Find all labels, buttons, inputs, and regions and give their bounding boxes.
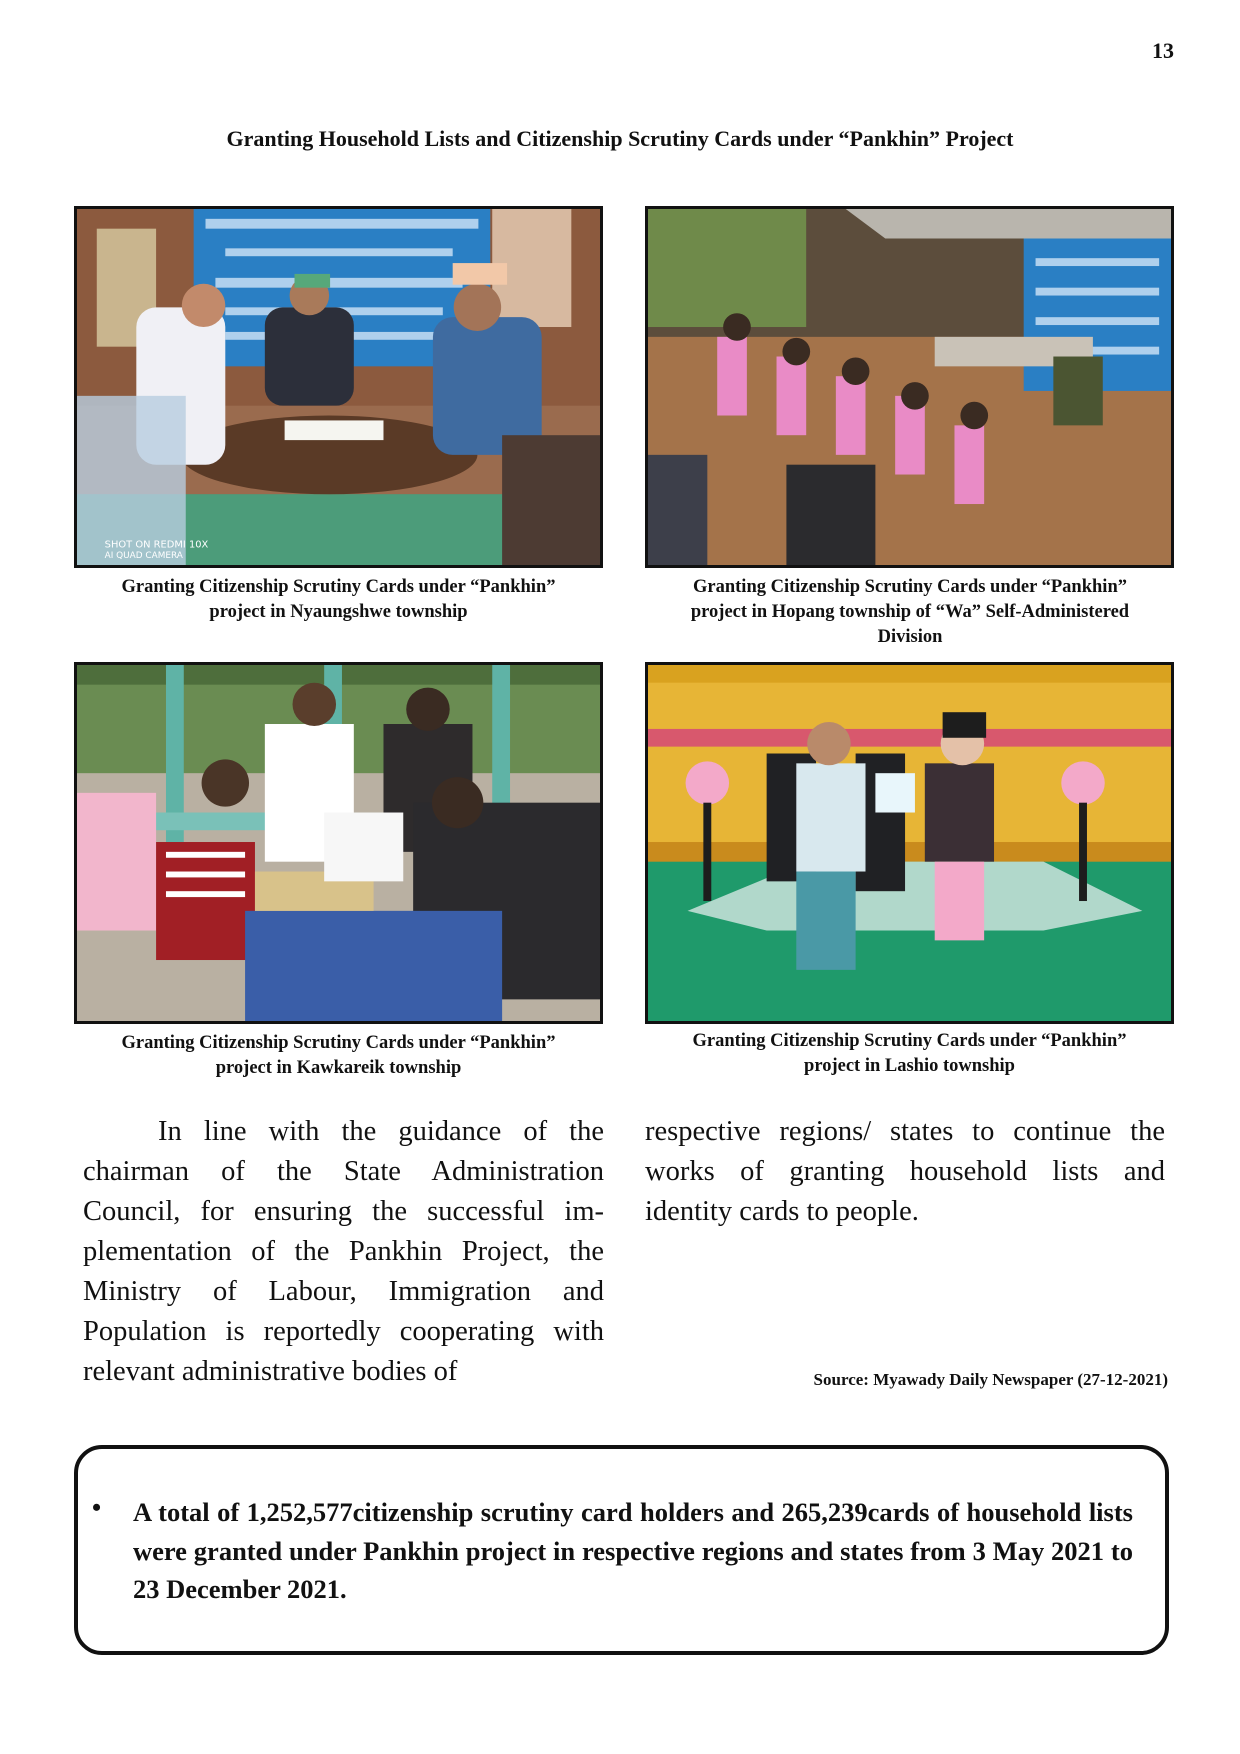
caption-lashio <box>645 1029 1174 1079</box>
page-number: 13 <box>1152 38 1174 63</box>
photo-lashio <box>645 662 1174 1024</box>
caption-hopang <box>640 575 1180 650</box>
summary-text: A total of 1,252,577citizenship scrutiny card holders and 265,239cards of household lists were granted under Pankhin project in respective regions and states from 3 May 2021 to 23 December 2021. <box>133 1497 1133 1604</box>
page-title: Granting Household Lists and Citizenship Scrutiny Cards under “Pankhin” Project <box>226 126 1014 151</box>
photo-kawkareik <box>74 662 603 1024</box>
caption-line: project in Hopang township of “Wa” Self-Administered <box>690 602 1130 622</box>
article-column-2: respective regions/ states to continue the works of granting household lists and identity cards to people. <box>645 1116 1165 1227</box>
caption-line: project in Kawkareik township <box>215 1058 462 1078</box>
article-column-1: In line with the guidance of the chairman of the State Administration Council, for ensuring the successful implementation of the Pankhin Project, the Ministry of Labour, Immigration and Population is reportedly cooperating with relevant administrative bodies of <box>83 1116 604 1387</box>
photo-hopang <box>645 206 1174 568</box>
caption-line: Granting Citizenship Scrutiny Cards under “Pankhin” <box>121 577 556 597</box>
summary-box <box>74 1445 1169 1655</box>
caption-line: Granting Citizenship Scrutiny Cards under “Pankhin” <box>692 1031 1127 1051</box>
watermark-text: AI QUAD CAMERA <box>104 551 183 562</box>
caption-kawkareik <box>74 1031 603 1081</box>
caption-nyaungshwe <box>74 575 603 625</box>
photo-nyaungshwe <box>74 206 603 568</box>
caption-line: Division <box>877 627 943 647</box>
source-citation: Source: Myawady Daily Newspaper (27-12-2021) <box>813 1370 1168 1389</box>
caption-line: Granting Citizenship Scrutiny Cards under “Pankhin” <box>121 1033 556 1053</box>
caption-line: project in Nyaungshwe township <box>209 602 468 622</box>
caption-line: project in Lashio township <box>804 1056 1015 1076</box>
caption-line: Granting Citizenship Scrutiny Cards under “Pankhin” <box>693 577 1127 597</box>
watermark-text: SHOT ON REDMI 10X <box>104 539 209 551</box>
bullet-icon: • <box>92 1493 102 1522</box>
